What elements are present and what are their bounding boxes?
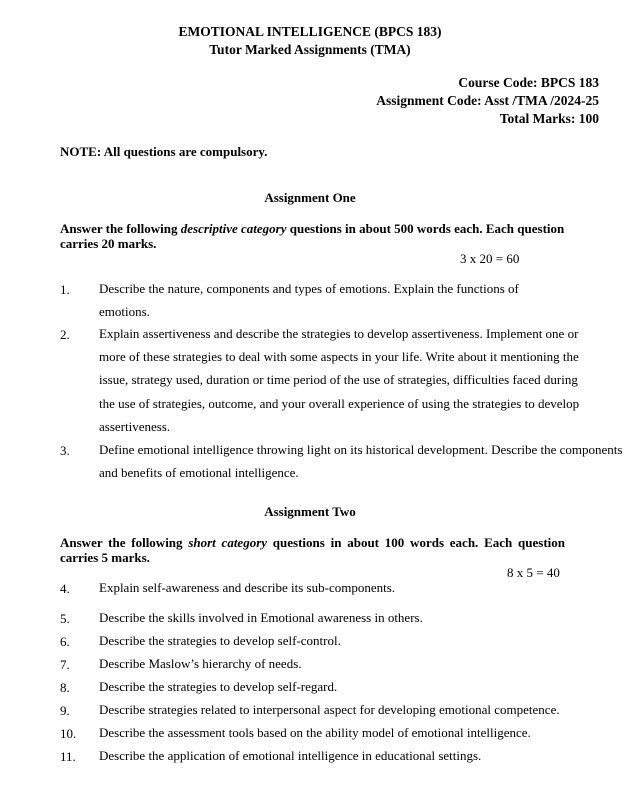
instruction-post: questions in about 500 words each. Each question carries 20 marks. [60,221,565,251]
question-line: emotions. [99,304,150,320]
question-number: 10. [60,726,77,741]
question-number: 1. [60,282,70,297]
question-text [99,322,579,438]
question-line: the use of strategies, outcome, and your overall experience of using the strategies to develop [99,395,580,411]
question-number: 8. [60,680,70,695]
question-number: 4. [60,581,70,596]
instruction-post: questions in about 100 words each. Each question carries 5 marks. [60,535,565,565]
course-code: Course Code: BPCS 183 [458,75,599,90]
question-text: Describe the strategies to develop self-regard. [99,679,338,694]
question-text: Describe Maslow’s hierarchy of needs. [99,656,302,671]
question-number: 5. [60,611,70,626]
question-number: 6. [60,634,70,649]
question-text: Describe the assessment tools based on the ability model of emotional intelligence. [99,725,531,740]
document-title: EMOTIONAL INTELLIGENCE (BPCS 183) [178,24,442,39]
question-line: and benefits of emotional intelligence. [99,465,299,481]
question-number: 7. [60,657,70,672]
question-text: Describe the skills involved in Emotional awareness in others. [99,610,423,625]
instruction-pre: Answer the following [60,221,181,236]
question-number: 3. [60,443,70,458]
question-line: Describe the nature, components and types of emotions. Explain the functions of [99,281,519,296]
question-text: Describe the strategies to develop self-control. [99,633,341,648]
instruction-em: descriptive category [180,221,287,236]
instruction-em: short category [188,535,268,550]
question-line: more of these strategies to deal with some aspects in your life. Write about it mentioning the [99,349,579,365]
question-number: 2. [60,327,70,342]
question-number: 11. [60,749,76,764]
assignment-one-heading: Assignment One [264,190,356,205]
assignment-two-instruction [60,535,565,565]
assignment-two-marks: 8 x 5 = 40 [507,565,560,580]
assignment-two-heading: Assignment Two [264,504,356,519]
question-text [99,277,519,323]
question-line: Explain assertiveness and describe the strategies to develop assertiveness. Implement one or [99,326,579,341]
assignment-code: Assignment Code: Asst /TMA /2024-25 [376,93,599,108]
question-line: assertiveness. [99,418,171,434]
question-number: 9. [60,703,70,718]
question-text [99,438,622,484]
question-text: Describe strategies related to interpersonal aspect for developing emotional competence. [99,702,560,717]
assignment-one-instruction [60,221,565,251]
document-subtitle: Tutor Marked Assignments (TMA) [209,42,411,57]
assignment-one-marks: 3 x 20 = 60 [460,251,520,266]
question-text: Describe the application of emotional intelligence in educational settings. [99,748,482,763]
question-text: Explain self-awareness and describe its sub-components. [99,580,396,595]
instruction-pre: Answer the following [60,535,189,550]
total-marks: Total Marks: 100 [499,111,599,126]
question-line: Define emotional intelligence throwing light on its historical development. Describe the components [99,442,623,457]
question-line: issue, strategy used, duration or time period of the use of strategies, difficulties faced during [99,372,578,388]
note: NOTE: All questions are compulsory. [60,144,268,159]
